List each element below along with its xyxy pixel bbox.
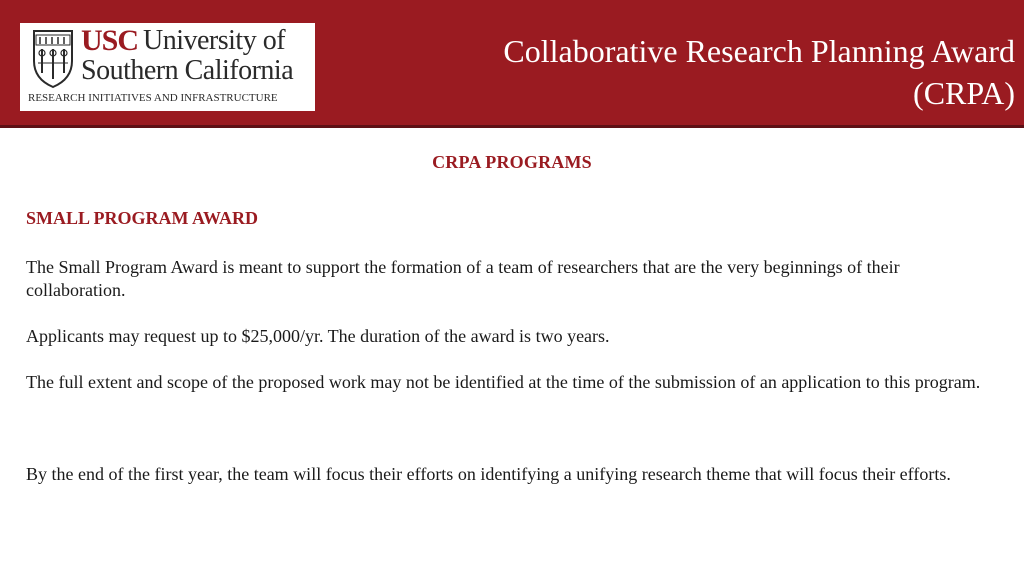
page-title-line2: (CRPA) bbox=[913, 75, 1015, 111]
paragraph: The full extent and scope of the proposed work may not be identified at the time of the submission of an application to this program. bbox=[26, 372, 981, 392]
logo-usc-text: USC bbox=[81, 24, 139, 57]
page-title-line1: Collaborative Research Planning Award bbox=[503, 33, 1015, 69]
page-title bbox=[415, 30, 1015, 114]
header-banner bbox=[0, 0, 1024, 128]
section-title: CRPA PROGRAMS bbox=[432, 152, 592, 172]
logo-university-of-text: University of bbox=[143, 25, 286, 56]
logo-southern-california-text: Southern California bbox=[81, 55, 294, 86]
award-heading: SMALL PROGRAM AWARD bbox=[26, 208, 259, 228]
paragraph: By the end of the first year, the team will focus their efforts on identifying a unifying research theme that will focus their efforts. bbox=[26, 464, 951, 484]
paragraph: The Small Program Award is meant to support the formation of a team of researchers that are the very beginnings of their collaboration. bbox=[26, 257, 900, 300]
usc-logo bbox=[20, 23, 315, 111]
logo-department-text: RESEARCH INITIATIVES AND INFRASTRUCTURE bbox=[28, 92, 278, 104]
usc-seal-icon bbox=[30, 27, 76, 91]
paragraph: Applicants may request up to $25,000/yr. The duration of the award is two years. bbox=[26, 326, 610, 346]
